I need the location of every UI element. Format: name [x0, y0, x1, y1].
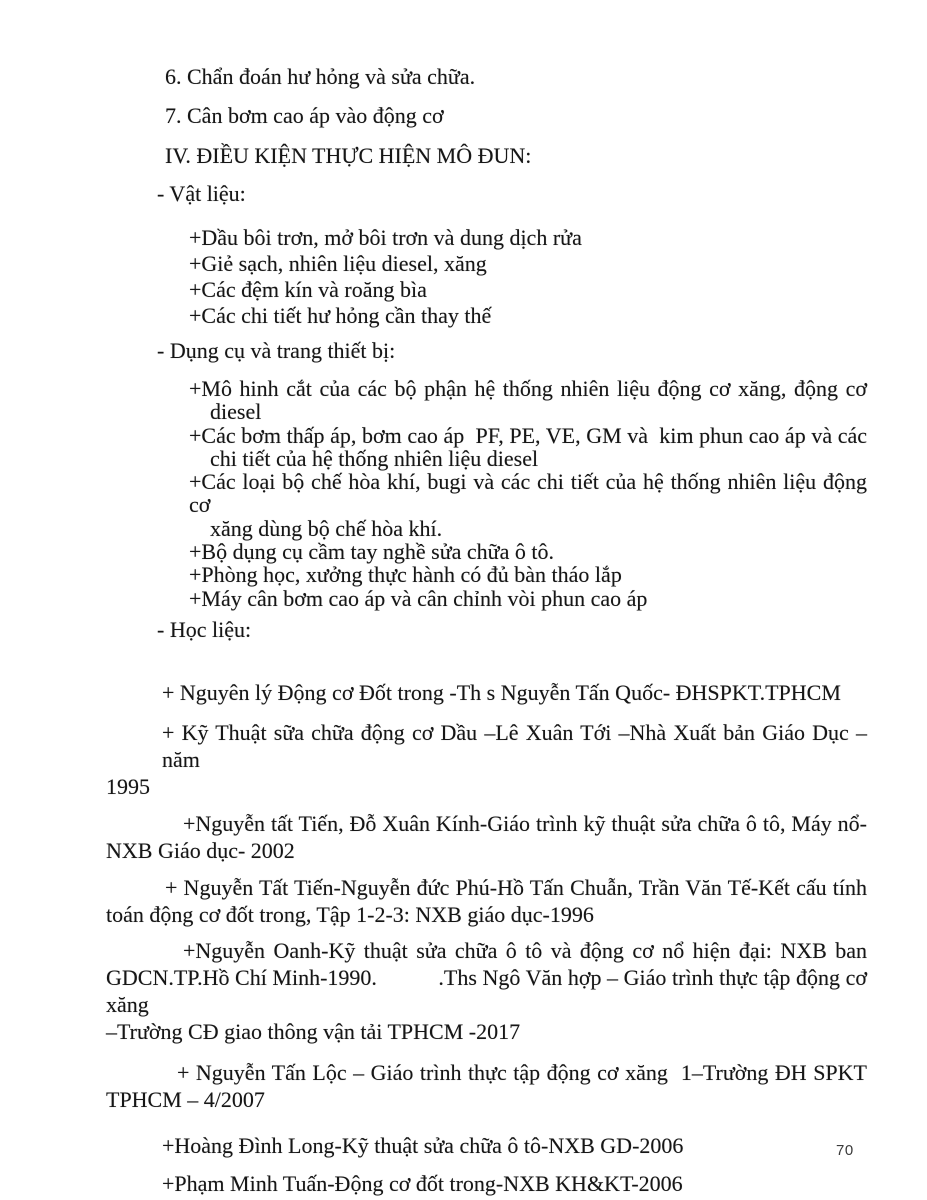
text-line: +Giẻ sạch, nhiên liệu diesel, xăng [189, 251, 487, 276]
text-line: +Dầu bôi trơn, mở bôi trơn và dung dịch rửa [189, 225, 582, 250]
ref-7 [106, 1132, 867, 1159]
text-line: + Kỹ Thuật sữa chữa động cơ Dầu –Lê Xuân Tới –Nhà Xuất bản Giáo Dục – năm [162, 719, 867, 772]
text-line: chi tiết của hệ thống nhiên liệu diesel [210, 445, 539, 471]
text-line: +Bộ dụng cụ cầm tay nghề sửa chữa ô tô. [189, 539, 554, 565]
text-line: –Trường CĐ giao thông vận tải TPHCM -2017 [106, 1018, 521, 1044]
text-line: +Các đệm kín và roăng bìa [189, 277, 427, 302]
text-line: GDCN.TP.Hồ Chí Minh-1990. .Ths Ngô Văn hợp – Giáo trình thực tập động cơ xăng [106, 964, 867, 1017]
text-line: + Nguyễn Tấn Lộc – Giáo trình thực tập động cơ xăng 1–Trường ĐH SPKT [177, 1059, 867, 1085]
text-line: +Các bơm thấp áp, bơm cao áp PF, PE, VE, GM và kim phun cao áp và các [189, 422, 867, 448]
text-line: +Các chi tiết hư hỏng cần thay thế [189, 303, 492, 328]
text-line: IV. ĐIỀU KIỆN THỰC HIỆN MÔ ĐUN: [165, 143, 532, 168]
ref-5 [106, 937, 867, 1045]
ref-2 [106, 719, 867, 800]
text-line: diesel [210, 399, 262, 425]
text-line: 7. Cân bơm cao áp vào động cơ [165, 103, 444, 128]
page-number: 70 [836, 1142, 854, 1159]
text-line: +Máy cân bơm cao áp và cân chỉnh vòi phun cao áp [189, 585, 648, 611]
text-line: +Phòng học, xưởng thực hành có đủ bàn tháo lắp [189, 562, 622, 588]
text-line: + Nguyên lý Động cơ Đốt trong -Th s Nguyễn Tấn Quốc- ĐHSPKT.TPHCM [162, 679, 841, 705]
dash-hoc-lieu [106, 617, 867, 643]
list-tools [106, 377, 867, 610]
dash-vat-lieu [106, 181, 867, 207]
ref-1 [106, 679, 867, 706]
text-line: 6. Chẩn đoán hư hỏng và sửa chữa. [165, 64, 476, 89]
text-line: TPHCM – 4/2007 [106, 1086, 265, 1112]
text-line: +Các loại bộ chế hòa khí, bugi và các chi tiết của hệ thống nhiên liệu động cơ [189, 469, 867, 518]
ref-4 [106, 874, 867, 928]
text-line: xăng dùng bộ chế hòa khí. [210, 515, 443, 541]
item-6 [106, 64, 867, 90]
ref-3 [106, 810, 867, 864]
heading-iv [106, 143, 867, 169]
dash-dung-cu [106, 338, 867, 364]
text-line: +Mô hinh cắt của các bộ phận hệ thống nhiên liệu động cơ xăng, động cơ [189, 376, 867, 401]
text-line: +Nguyễn Oanh-Kỹ thuật sửa chữa ô tô và động cơ nổ hiện đại: NXB ban [183, 937, 867, 963]
list-materials [106, 225, 867, 329]
text-line: toán động cơ đốt trong, Tập 1-2-3: NXB giáo dục-1996 [106, 901, 594, 927]
text-line: - Dụng cụ và trang thiết bị: [157, 338, 396, 363]
text-line: NXB Giáo dục- 2002 [106, 837, 295, 863]
text-line: + Nguyễn Tất Tiến-Nguyễn đức Phú-Hồ Tấn Chuẫn, Trần Văn Tế-Kết cấu tính [165, 874, 867, 900]
text-line: - Vật liệu: [157, 181, 246, 206]
text-line: - Học liệu: [157, 616, 252, 642]
item-7 [106, 103, 867, 129]
ref-8 [106, 1170, 867, 1197]
text-line: 1995 [106, 773, 150, 799]
text-line: +Phạm Minh Tuấn-Động cơ đốt trong-NXB KH&KT-2006 [162, 1170, 683, 1196]
ref-6 [106, 1059, 867, 1113]
text-line: +Hoàng Đình Long-Kỹ thuật sửa chữa ô tô-NXB GD-2006 [162, 1132, 684, 1158]
text-line: +Nguyễn tất Tiến, Đỗ Xuân Kính-Giáo trình kỹ thuật sửa chữa ô tô, Máy nổ- [183, 810, 867, 836]
